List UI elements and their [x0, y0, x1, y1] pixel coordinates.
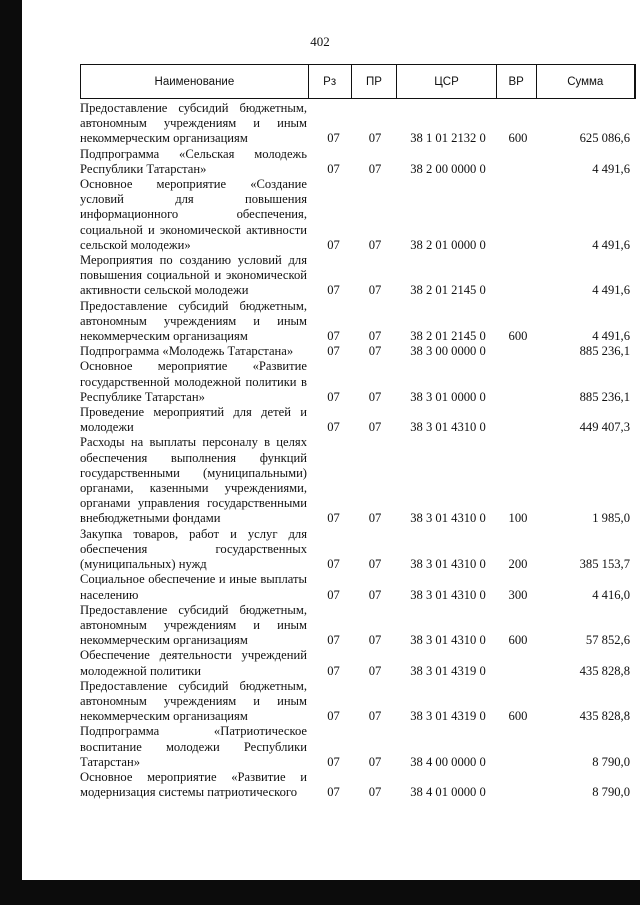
cell-rz: 07	[327, 557, 340, 572]
cell-name: Расходы на выплаты персоналу в целях обеспечения выполнения функций государственными (муниципальными) органами, казенными учреждениями, органами управления государственными внебюджетными фондами	[80, 435, 307, 526]
cell-csr: 38 3 01 0000 0	[410, 389, 486, 404]
table-row	[80, 679, 636, 725]
table-row	[80, 253, 636, 299]
cell-pr: 07	[368, 557, 382, 572]
header-rz: Рз	[309, 65, 352, 98]
cell-csr: 38 2 01 0000 0	[410, 237, 486, 252]
cell-csr: 38 3 01 4310 0	[410, 511, 486, 526]
cell-pr: 07	[368, 420, 382, 435]
cell-name: Подпрограмма «Молодежь Татарстана»	[80, 344, 294, 359]
cell-sum: 625 086,6	[579, 131, 630, 146]
table-body	[80, 101, 636, 800]
scan-edge-bottom	[0, 880, 640, 905]
table-row	[80, 344, 636, 359]
cell-name: Предоставление субсидий бюджетным, автономным учреждениям и иным некоммерческим организациям	[80, 101, 307, 146]
cell-pr: 07	[368, 283, 382, 298]
cell-name: Закупка товаров, работ и услуг для обеспечения государственных (муниципальных) нужд	[80, 526, 307, 572]
page-number: 402	[310, 34, 330, 49]
cell-name: Предоставление субсидий бюджетным, автономным учреждениям и иным некоммерческим организациям	[80, 298, 307, 344]
header-name: Наименование	[81, 65, 309, 98]
cell-rz: 07	[327, 785, 340, 800]
cell-sum: 4 491,6	[592, 329, 630, 344]
cell-rz: 07	[327, 709, 340, 724]
cell-vr: 600	[508, 329, 528, 344]
cell-csr: 38 3 01 4310 0	[410, 633, 486, 648]
cell-sum: 885 236,1	[579, 344, 630, 359]
table-row	[80, 299, 636, 345]
cell-name: Предоставление субсидий бюджетным, автономным учреждениям и иным некоммерческим организациям	[80, 602, 307, 648]
cell-sum: 4 491,6	[592, 237, 630, 252]
cell-pr: 07	[368, 587, 382, 602]
cell-pr: 07	[368, 329, 382, 344]
table-header	[80, 64, 636, 99]
cell-name: Подпрограмма «Патриотическое воспитание молодежи Республики Татарстан»	[80, 724, 307, 769]
cell-name: Проведение мероприятий для детей и молодежи	[80, 405, 307, 435]
cell-csr: 38 3 01 4310 0	[410, 420, 486, 435]
cell-pr: 07	[368, 754, 382, 769]
table-row	[80, 101, 636, 147]
cell-csr: 38 3 01 4310 0	[410, 557, 486, 572]
cell-csr: 38 3 01 4310 0	[410, 587, 486, 602]
cell-name: Социальное обеспечение и иные выплаты населению	[80, 572, 307, 602]
cell-csr: 38 4 00 0000 0	[410, 754, 486, 769]
table-row	[80, 359, 636, 405]
cell-sum: 4 416,0	[592, 587, 630, 602]
cell-rz: 07	[327, 754, 340, 769]
cell-name: Мероприятия по созданию условий для повышения социальной и экономической активности сельской молодежи	[80, 253, 307, 298]
table-row	[80, 648, 636, 678]
cell-name: Обеспечение деятельности учреждений молодежной политики	[80, 648, 307, 678]
table-row	[80, 770, 636, 800]
cell-vr: 600	[508, 709, 528, 724]
cell-csr: 38 1 01 2132 0	[410, 131, 486, 146]
table-row	[80, 527, 636, 573]
cell-csr: 38 2 01 2145 0	[410, 283, 486, 298]
cell-rz: 07	[327, 283, 340, 298]
cell-sum: 885 236,1	[579, 389, 630, 404]
cell-sum: 435 828,8	[579, 709, 630, 724]
cell-rz: 07	[327, 237, 340, 252]
cell-rz: 07	[327, 663, 340, 678]
cell-pr: 07	[368, 633, 382, 648]
cell-sum: 1 985,0	[592, 511, 630, 526]
cell-csr: 38 2 00 0000 0	[410, 161, 486, 176]
cell-sum: 385 153,7	[579, 557, 630, 572]
budget-table	[80, 64, 636, 800]
header-pr: ПР	[352, 65, 398, 98]
cell-vr: 300	[508, 587, 528, 602]
cell-csr: 38 3 00 0000 0	[410, 344, 486, 359]
cell-pr: 07	[368, 131, 382, 146]
cell-rz: 07	[327, 389, 340, 404]
cell-sum: 4 491,6	[592, 283, 630, 298]
cell-name: Основное мероприятие «Создание условий для повышения информационного обеспечения, социальной и экономической активности сельской молодежи»	[80, 177, 307, 252]
table-row	[80, 724, 636, 770]
cell-sum: 8 790,0	[592, 754, 630, 769]
cell-pr: 07	[368, 161, 382, 176]
cell-sum: 4 491,6	[592, 161, 630, 176]
cell-rz: 07	[327, 161, 340, 176]
cell-rz: 07	[327, 633, 340, 648]
table-row	[80, 405, 636, 435]
cell-sum: 8 790,0	[592, 785, 630, 800]
cell-pr: 07	[368, 663, 382, 678]
cell-pr: 07	[368, 344, 382, 359]
table-row	[80, 572, 636, 602]
cell-rz: 07	[327, 511, 340, 526]
header-csr: ЦСР	[397, 65, 496, 98]
table-row	[80, 147, 636, 177]
cell-name: Предоставление субсидий бюджетным, автономным учреждениям и иным некоммерческим организациям	[80, 678, 307, 724]
cell-pr: 07	[368, 785, 382, 800]
cell-csr: 38 3 01 4319 0	[410, 709, 486, 724]
cell-pr: 07	[368, 709, 382, 724]
cell-sum: 435 828,8	[579, 663, 630, 678]
cell-name: Основное мероприятие «Развитие государственной молодежной политики в Республике Татарстан»	[80, 359, 307, 404]
cell-pr: 07	[368, 511, 382, 526]
table-row	[80, 435, 636, 526]
cell-rz: 07	[327, 131, 340, 146]
header-sum: Сумма	[567, 75, 604, 88]
cell-vr: 600	[508, 131, 528, 146]
cell-rz: 07	[327, 587, 340, 602]
cell-csr: 38 4 01 0000 0	[410, 785, 486, 800]
table-row	[80, 603, 636, 649]
cell-pr: 07	[368, 389, 382, 404]
cell-vr: 600	[508, 633, 528, 648]
cell-rz: 07	[327, 344, 340, 359]
cell-sum: 57 852,6	[585, 633, 630, 648]
header-vr: ВР	[497, 65, 537, 98]
cell-vr: 100	[508, 511, 528, 526]
scan-edge-left	[0, 0, 22, 905]
cell-csr: 38 2 01 2145 0	[410, 329, 486, 344]
cell-sum: 449 407,3	[579, 420, 630, 435]
cell-rz: 07	[327, 420, 340, 435]
cell-name: Основное мероприятие «Развитие и модернизация системы патриотического	[80, 769, 307, 800]
cell-name: Подпрограмма «Сельская молодежь Республики Татарстан»	[80, 146, 307, 176]
table-row	[80, 177, 636, 253]
cell-vr: 200	[508, 557, 528, 572]
cell-csr: 38 3 01 4319 0	[410, 663, 486, 678]
cell-rz: 07	[327, 329, 340, 344]
cell-pr: 07	[368, 237, 382, 252]
